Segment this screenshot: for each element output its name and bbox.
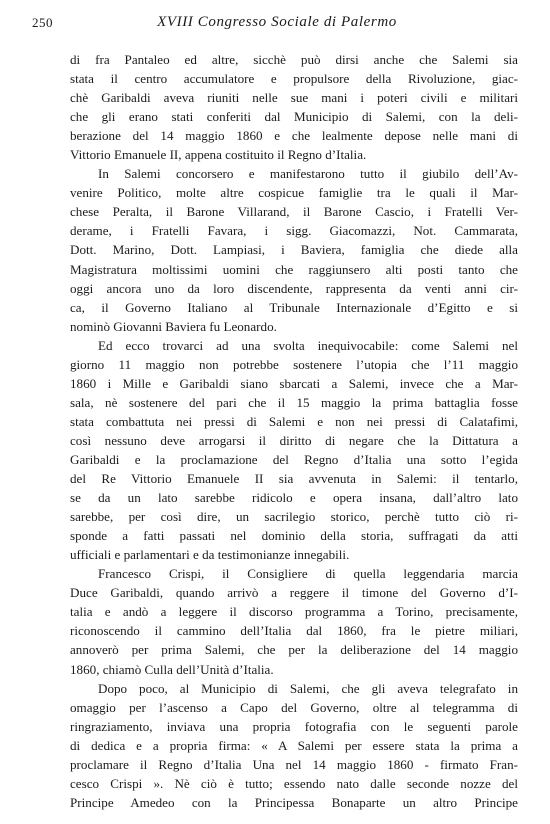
text-line: sponde a fatti passati nel dominio della storia, suffragati da atti — [70, 528, 518, 544]
text-line: In Salemi concorsero e manifestarono tutto il giubilo dell’Av- — [98, 166, 518, 182]
text-line: così nessuno deve arrogarsi il diritto di negare che la Dittatura a — [70, 432, 518, 448]
text-line: sarebbe, per così dire, un sacrilegio storico, perchè tutto ciò ri- — [70, 509, 518, 525]
text-line: omaggio per l’ascenso a Capo del Governo, oltre al telegramma di — [70, 699, 518, 715]
text-line: Magistratura moltissimi uomini che raggiunsero alti posti tanto che — [70, 261, 518, 277]
text-line: del Re Vittorio Emanuele II sia avvenuta in Salemi: il tentarlo, — [70, 471, 518, 487]
text-line: se da un lato sarebbe ridicolo e opera insana, dall’altro lato — [70, 490, 518, 506]
text-line: derame, i Fratelli Favara, i sigg. Giacomazzi, Not. Cammarata, — [70, 223, 518, 239]
text-line: 1860 i Mille e Garibaldi siano sbarcati a Salemi, invece che a Mar- — [70, 375, 518, 391]
text-line: proclamare il Regno d’Italia Una nel 14 maggio 1860 - firmato Fran- — [70, 756, 518, 772]
text-line: di dedica e a propria firma: « A Salemi per essere stata la prima a — [70, 737, 518, 753]
text-line: stata combattuta nei pressi di Salemi e non nei pressi di Calatafimi, — [70, 413, 518, 429]
text-line: nominò Giovanni Baviera fu Leonardo. — [70, 318, 277, 334]
text-line: giorno 11 maggio non potrebbe sostenere l’utopia che l’11 maggio — [70, 356, 518, 372]
text-line: oggi ancora uno da loro discendente, rappresenta da venti anni cir- — [70, 280, 518, 296]
text-line: ringraziamento, inviava una propria fotografia con le seguenti parole — [70, 718, 518, 734]
text-line: berazione del 14 maggio 1860 e che lealmente depose nelle mani di — [70, 128, 518, 144]
text-line: talia e andò a leggere il discorso programma a Torino, precisamente, — [70, 604, 518, 620]
text-line: di fra Pantaleo ed altre, sicchè può dirsi anche che Salemi sia — [70, 52, 518, 67]
text-line: cesco Crispi ». Nè ciò è tutto; essendo nato dalle seconde nozze del — [70, 775, 518, 791]
text-line: che gli erano stati conferiti dal Municipio di Salemi, con la deli- — [70, 109, 518, 125]
text-line: Vittorio Emanuele II, appena costituito il Regno d’Italia. — [70, 147, 367, 163]
text-line: ca, il Governo Italiano al Tribunale Internazionale d’Egitto e si — [70, 299, 518, 315]
text-line: stata il centro accumulatore e propulsore della Rivoluzione, giac- — [70, 71, 518, 87]
text-line: annoverò per prima Salemi, che per la deliberazione del 14 maggio — [70, 642, 518, 658]
text-line: venire Politico, molte altre cospicue famiglie tra le quali il Mar- — [70, 185, 518, 201]
text-line: riconoscendo il cammino dell’Italia dal 1860, fra le pietre miliari, — [70, 623, 518, 639]
text-line: chè Garibaldi aveva riuniti nelle sue mani i poteri civili e militari — [70, 90, 518, 106]
body-text — [70, 50, 518, 812]
text-line: Principe Amedeo con la Principessa Bonaparte un altro Principe — [70, 794, 518, 810]
text-line: sala, nè sostenere del pari che il 15 maggio la prima battaglia fosse — [70, 394, 518, 410]
page-number: 250 — [32, 15, 53, 30]
text-line: Ed ecco trovarci ad una svolta inequivocabile: come Salemi nel — [98, 337, 518, 353]
text-line: ufficiali e parlamentari e da testimonianze innegabili. — [70, 547, 350, 563]
text-line: chese Peralta, il Barone Villarand, il Barone Cascio, i Fratelli Ver- — [70, 204, 518, 220]
text-line: 1860, chiamò Culla dell’Unità d’Italia. — [70, 661, 274, 677]
text-line: Dott. Marino, Dott. Lampiasi, i Baviera, famiglia che diede alla — [70, 242, 518, 258]
text-line: Dopo poco, al Municipio di Salemi, che gli aveva telegrafato in — [98, 680, 518, 696]
page-header — [32, 14, 522, 34]
running-title: XVIII Congresso Sociale di Palermo — [157, 14, 397, 30]
text-line: Garibaldi e la proclamazione del Regno d’Italia una sotto l’egida — [70, 451, 518, 467]
text-line: Francesco Crispi, il Consigliere di quella leggendaria marcia — [98, 566, 518, 582]
text-line: Duce Garibaldi, quando arrivò a reggere il timone del Governo d’I- — [70, 585, 518, 601]
